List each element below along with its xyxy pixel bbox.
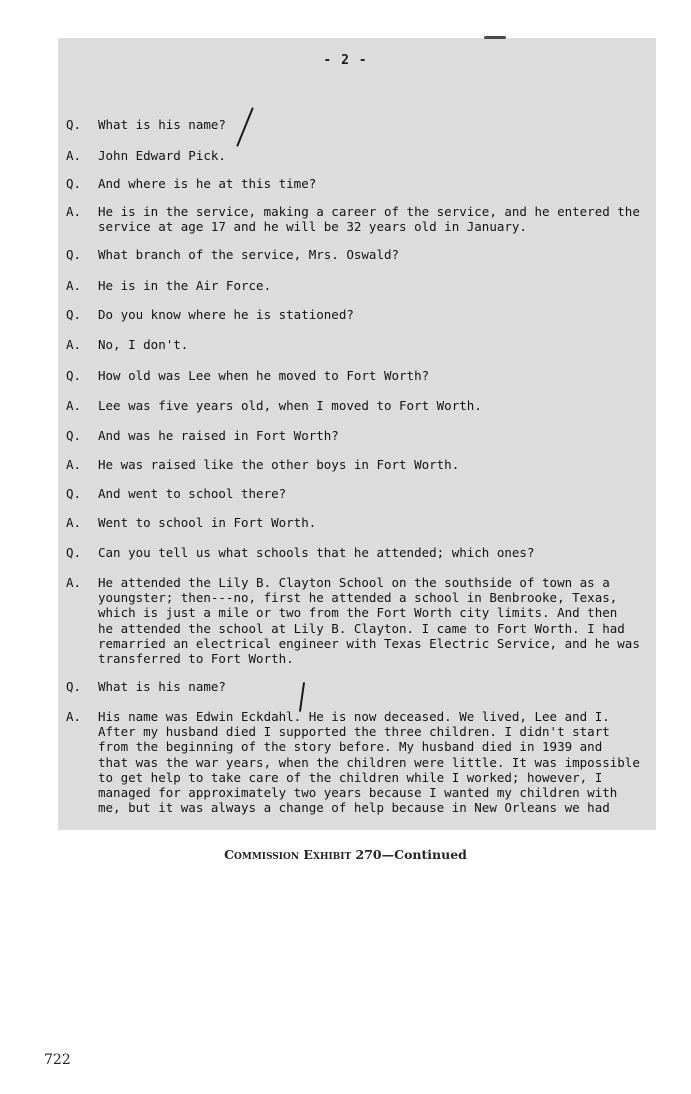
entry-text bbox=[98, 709, 646, 815]
answer-entry bbox=[66, 278, 646, 293]
entry-line: Went to school in Fort Worth. bbox=[98, 515, 317, 530]
entry-line: What is his name? bbox=[98, 679, 226, 694]
entry-label: A. bbox=[66, 148, 82, 163]
entry-line: me, but it was always a change of help because in New Orleans we had bbox=[98, 800, 610, 816]
entry-text bbox=[98, 457, 646, 472]
entry-text bbox=[98, 148, 646, 163]
entry-line: Do you know where he is stationed? bbox=[98, 307, 354, 322]
answer-entry bbox=[66, 709, 646, 815]
question-entry bbox=[66, 486, 646, 501]
question-entry bbox=[66, 176, 646, 191]
entry-line: And where is he at this time? bbox=[98, 176, 317, 191]
entry-line: What branch of the service, Mrs. Oswald? bbox=[98, 247, 400, 262]
question-entry bbox=[66, 679, 646, 694]
answer-entry bbox=[66, 515, 646, 530]
footer-page-number: 722 bbox=[44, 1052, 71, 1068]
question-entry bbox=[66, 307, 646, 322]
entry-text bbox=[98, 247, 646, 262]
entry-text bbox=[98, 486, 646, 501]
entry-text bbox=[98, 278, 646, 293]
entry-label: A. bbox=[66, 575, 82, 590]
entry-text bbox=[98, 545, 646, 560]
entry-line: managed for approximately two years because I wanted my children with bbox=[98, 785, 618, 801]
question-entry bbox=[66, 545, 646, 560]
entry-line: And went to school there? bbox=[98, 486, 287, 501]
answer-entry bbox=[66, 148, 646, 163]
header-mark bbox=[484, 36, 506, 39]
entry-line: His name was Edwin Eckdahl. He is now deceased. We lived, Lee and I. bbox=[98, 709, 610, 724]
entry-label: Q. bbox=[66, 428, 82, 443]
page-number: - 2 - bbox=[323, 53, 368, 68]
entry-text bbox=[98, 679, 646, 694]
entry-text bbox=[98, 368, 646, 383]
entry-label: A. bbox=[66, 457, 82, 472]
entry-line: After my husband died I supported the three children. I didn't start bbox=[98, 724, 610, 740]
entry-line: What is his name? bbox=[98, 117, 226, 132]
entry-text bbox=[98, 204, 646, 234]
question-entry bbox=[66, 117, 646, 132]
answer-entry bbox=[66, 204, 646, 234]
caption-suffix: —Continued bbox=[381, 847, 467, 862]
entry-label: Q. bbox=[66, 486, 82, 501]
entry-line: service at age 17 and he will be 32 years old in January. bbox=[98, 219, 527, 235]
entry-label: Q. bbox=[66, 368, 82, 383]
entry-line: Can you tell us what schools that he attended; which ones? bbox=[98, 545, 535, 560]
entry-line: John Edward Pick. bbox=[98, 148, 226, 163]
entry-line: He was raised like the other boys in Fort Worth. bbox=[98, 457, 460, 472]
entry-line: And was he raised in Fort Worth? bbox=[98, 428, 339, 443]
entry-label: Q. bbox=[66, 247, 82, 262]
entry-label: A. bbox=[66, 337, 82, 352]
entry-text bbox=[98, 176, 646, 191]
entry-text bbox=[98, 117, 646, 132]
entry-line: Lee was five years old, when I moved to Fort Worth. bbox=[98, 398, 482, 413]
entry-line: youngster; then---no, first he attended a school in Benbrooke, Texas, bbox=[98, 590, 618, 606]
exhibit-caption bbox=[0, 847, 691, 862]
entry-line: transferred to Fort Worth. bbox=[98, 651, 294, 667]
entry-text bbox=[98, 337, 646, 352]
answer-entry bbox=[66, 337, 646, 352]
answer-entry bbox=[66, 457, 646, 472]
entry-label: A. bbox=[66, 709, 82, 724]
entry-text bbox=[98, 515, 646, 530]
entry-line: He is in the Air Force. bbox=[98, 278, 272, 293]
entry-label: A. bbox=[66, 398, 82, 413]
entry-line: from the beginning of the story before. My husband died in 1939 and bbox=[98, 739, 603, 755]
entry-line: remarried an electrical engineer with Texas Electric Service, and he was bbox=[98, 635, 640, 651]
entry-label: Q. bbox=[66, 679, 82, 694]
caption-prefix: Commission Exhibit 270 bbox=[224, 847, 382, 862]
entry-line: How old was Lee when he moved to Fort Worth? bbox=[98, 368, 430, 383]
answer-entry bbox=[66, 575, 646, 666]
entry-text bbox=[98, 575, 646, 666]
entry-line: He is in the service, making a career of the service, and he entered the bbox=[98, 204, 640, 219]
entry-line: he attended the school at Lily B. Clayton. I came to Fort Worth. I had bbox=[98, 620, 625, 636]
answer-entry bbox=[66, 398, 646, 413]
question-entry bbox=[66, 428, 646, 443]
entry-line: to get help to take care of the children while I worked; however, I bbox=[98, 769, 603, 785]
entry-label: Q. bbox=[66, 117, 82, 132]
entry-label: Q. bbox=[66, 307, 82, 322]
entry-line: which is just a mile or two from the Fort Worth city limits. And then bbox=[98, 605, 618, 621]
entry-line: that was the war years, when the children were little. It was impossible bbox=[98, 754, 640, 770]
entry-label: A. bbox=[66, 204, 82, 219]
entry-label: Q. bbox=[66, 176, 82, 191]
entry-text bbox=[98, 398, 646, 413]
entry-line: No, I don't. bbox=[98, 337, 189, 352]
entry-label: A. bbox=[66, 278, 82, 293]
entry-text bbox=[98, 428, 646, 443]
entry-line: He attended the Lily B. Clayton School on the southside of town as a bbox=[98, 575, 610, 590]
entry-text bbox=[98, 307, 646, 322]
entry-label: A. bbox=[66, 515, 82, 530]
question-entry bbox=[66, 247, 646, 262]
entry-label: Q. bbox=[66, 545, 82, 560]
question-entry bbox=[66, 368, 646, 383]
